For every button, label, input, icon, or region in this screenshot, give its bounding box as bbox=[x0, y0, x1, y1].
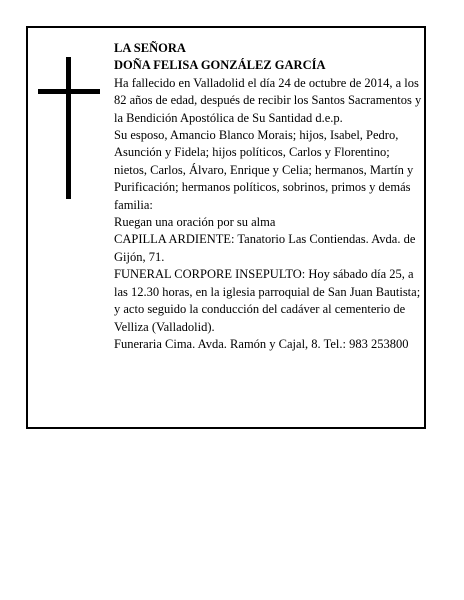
obituary-prayer-line: Ruegan una oración por su alma bbox=[114, 215, 276, 230]
obituary-text bbox=[114, 40, 424, 353]
obituary-chapel-paragraph: CAPILLA ARDIENTE: Tanatorio Las Contiendas. Avda. de Gijón, 71. bbox=[114, 232, 416, 264]
obituary-funeral-home-paragraph: Funeraria Cima. Avda. Ramón y Cajal, 8. Tel.: 983 253800 bbox=[114, 336, 409, 351]
cross-horizontal-bar bbox=[38, 89, 100, 94]
obituary-death-paragraph: Ha fallecido en Valladolid el día 24 de octubre de 2014, a los 82 años de edad, después de recibir los Santos Sacramentos y la Bendición Apostólica de Su Santidad d.e.p. bbox=[114, 75, 422, 125]
obituary-heading-title: LA SEÑORA bbox=[114, 41, 186, 55]
obituary-family-paragraph: Su esposo, Amancio Blanco Morais; hijos, Isabel, Pedro, Asunción y Fidela; hijos políticos, Carlos y Florentino; nietos, Carlos, Álvaro, Enrique y Celia; hermanos, Martín y Purificación; hermanos políticos, sobrinos, primos y demás familia: bbox=[114, 128, 414, 212]
obituary-heading-name: DOÑA FELISA GONZÁLEZ GARCÍA bbox=[114, 58, 326, 73]
obituary-funeral-paragraph: FUNERAL CORPORE INSEPULTO: Hoy sábado día 25, a las 12.30 horas, en la iglesia parroquial de San Juan Bautista; y acto seguido la conducción del cadáver al cementerio de Velliza (Valladolid). bbox=[114, 267, 421, 334]
obituary-notice bbox=[26, 26, 426, 429]
cross-vertical-bar bbox=[66, 57, 71, 199]
latin-cross-icon bbox=[38, 57, 100, 199]
